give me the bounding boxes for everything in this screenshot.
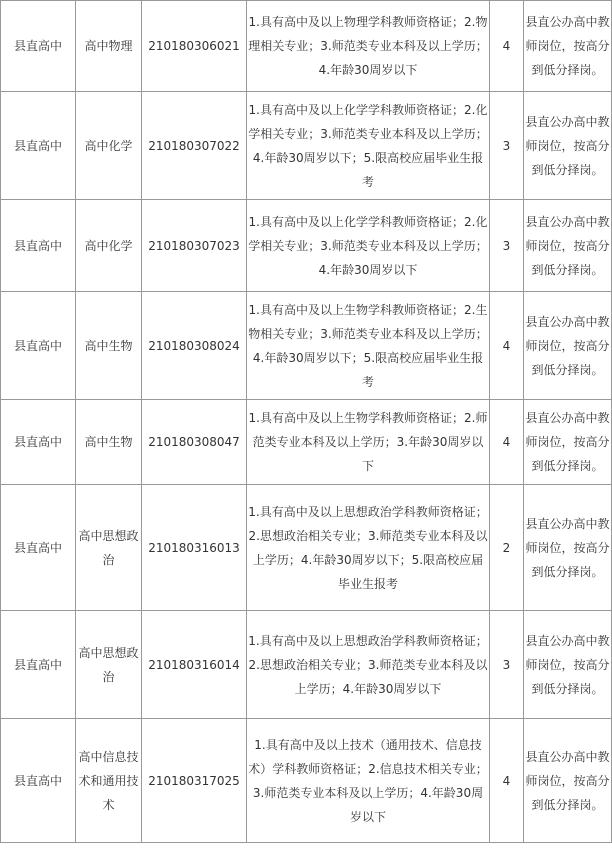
position-code-cell: 210180307022: [142, 92, 247, 200]
count-cell: 3: [490, 200, 524, 292]
position-code-cell: 210180307023: [142, 200, 247, 292]
count-cell: 3: [490, 611, 524, 719]
requirements-cell: 1.具有高中及以上物理学科教师资格证；2.物理相关专业；3.师范类专业本科及以上学历；4.年龄30周岁以下: [247, 1, 490, 92]
note-cell: 县直公办高中教师岗位，按高分到低分择岗。: [524, 200, 612, 292]
position-cell: 高中信息技术和通用技术: [76, 719, 142, 843]
position-code-cell: 210180316014: [142, 611, 247, 719]
requirements-cell: 1.具有高中及以上思想政治学科教师资格证；2.思想政治相关专业；3.师范类专业本科及以上学历；4.年龄30周岁以下；5.限高校应届毕业生报考: [247, 485, 490, 611]
unit-cell: 县直高中: [1, 400, 76, 485]
unit-cell: 县直高中: [1, 719, 76, 843]
position-code-cell: 210180306021: [142, 1, 247, 92]
table-row: [1, 292, 612, 400]
unit-cell: 县直高中: [1, 485, 76, 611]
position-code-cell: 210180308047: [142, 400, 247, 485]
requirements-cell: 1.具有高中及以上思想政治学科教师资格证；2.思想政治相关专业；3.师范类专业本科及以上学历；4.年龄30周岁以下: [247, 611, 490, 719]
count-cell: 2: [490, 485, 524, 611]
count-cell: 4: [490, 400, 524, 485]
unit-cell: 县直高中: [1, 611, 76, 719]
table-row: [1, 485, 612, 611]
count-cell: 3: [490, 92, 524, 200]
requirements-cell: 1.具有高中及以上化学学科教师资格证；2.化学相关专业；3.师范类专业本科及以上学历；4.年龄30周岁以下；5.限高校应届毕业生报考: [247, 92, 490, 200]
position-cell: 高中生物: [76, 400, 142, 485]
note-cell: 县直公办高中教师岗位，按高分到低分择岗。: [524, 1, 612, 92]
unit-cell: 县直高中: [1, 92, 76, 200]
unit-cell: 县直高中: [1, 1, 76, 92]
note-cell: 县直公办高中教师岗位，按高分到低分择岗。: [524, 719, 612, 843]
table-row: [1, 92, 612, 200]
table-row: [1, 719, 612, 843]
note-cell: 县直公办高中教师岗位，按高分到低分择岗。: [524, 611, 612, 719]
table-row: [1, 200, 612, 292]
table-row: [1, 400, 612, 485]
count-cell: 4: [490, 1, 524, 92]
note-cell: 县直公办高中教师岗位，按高分到低分择岗。: [524, 292, 612, 400]
requirements-cell: 1.具有高中及以上生物学科教师资格证；2.生物相关专业；3.师范类专业本科及以上学历；4.年龄30周岁以下；5.限高校应届毕业生报考: [247, 292, 490, 400]
note-cell: 县直公办高中教师岗位，按高分到低分择岗。: [524, 400, 612, 485]
table-row: [1, 611, 612, 719]
note-cell: 县直公办高中教师岗位，按高分到低分择岗。: [524, 92, 612, 200]
count-cell: 4: [490, 719, 524, 843]
position-code-cell: 210180316013: [142, 485, 247, 611]
position-cell: 高中化学: [76, 200, 142, 292]
position-cell: 高中生物: [76, 292, 142, 400]
note-cell: 县直公办高中教师岗位，按高分到低分择岗。: [524, 485, 612, 611]
position-code-cell: 210180308024: [142, 292, 247, 400]
unit-cell: 县直高中: [1, 200, 76, 292]
position-code-cell: 210180317025: [142, 719, 247, 843]
position-cell: 高中化学: [76, 92, 142, 200]
requirements-cell: 1.具有高中及以上化学学科教师资格证；2.化学相关专业；3.师范类专业本科及以上学历；4.年龄30周岁以下: [247, 200, 490, 292]
table-row: [1, 1, 612, 92]
position-cell: 高中思想政治: [76, 485, 142, 611]
requirements-cell: 1.具有高中及以上技术（通用技术、信息技术）学科教师资格证；2.信息技术相关专业；3.师范类专业本科及以上学历；4.年龄30周岁以下: [247, 719, 490, 843]
unit-cell: 县直高中: [1, 292, 76, 400]
requirements-cell: 1.具有高中及以上生物学科教师资格证；2.师范类专业本科及以上学历；3.年龄30周岁以下: [247, 400, 490, 485]
position-cell: 高中物理: [76, 1, 142, 92]
count-cell: 4: [490, 292, 524, 400]
position-cell: 高中思想政治: [76, 611, 142, 719]
